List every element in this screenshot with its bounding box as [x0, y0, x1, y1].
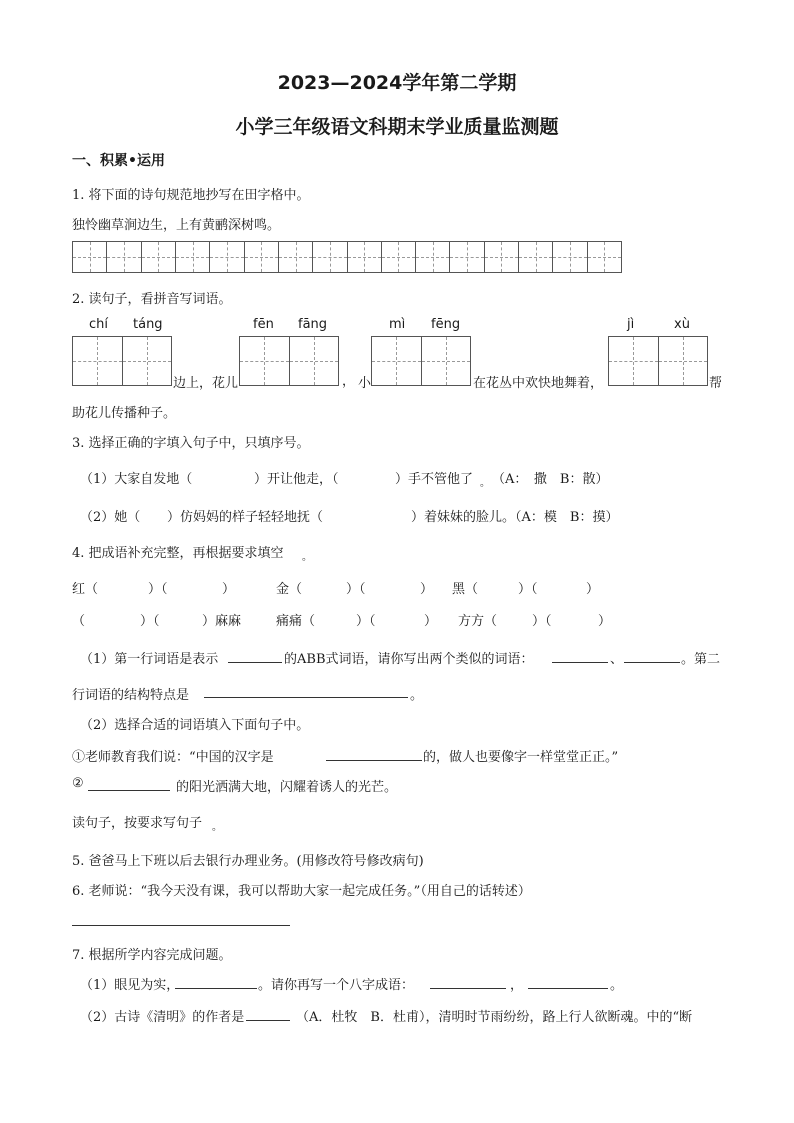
q4-p1: 。第二: [681, 652, 721, 667]
idiom-part: 方方（: [458, 614, 498, 629]
tianzi-cell[interactable]: [416, 242, 450, 272]
q3-s1: ）手不管他了: [395, 472, 474, 487]
idiom-part: ）: [222, 582, 236, 597]
answer-blank[interactable]: [430, 988, 506, 989]
read-heading-dot: 。: [212, 822, 222, 833]
idiom-part: 金（: [276, 582, 303, 597]
q3-s2: ）仿妈妈的样子轻轻地抚（: [167, 510, 324, 525]
q5-stem: 5. 爸爸马上下班以后去银行办理业务。(用修改符号修改病句): [72, 854, 424, 869]
q3-s1: ）开让他走，（: [254, 472, 339, 487]
idiom-part: ）麻麻: [202, 614, 242, 629]
idiom-part: ）（: [356, 614, 376, 629]
q4-p1: 的ABB式词语，请你写出两个类似的词语：: [284, 652, 534, 667]
pinyin-answer-box[interactable]: [371, 336, 471, 386]
q1-stem: 1. 将下面的诗句规范地抄写在田字格中。: [72, 188, 310, 203]
tianzi-cell[interactable]: [210, 242, 244, 272]
pinyin-label: mì: [389, 317, 406, 332]
tianzi-cell[interactable]: [348, 242, 382, 272]
tianzi-cell[interactable]: [245, 242, 279, 272]
pinyin-answer-box[interactable]: [72, 336, 172, 386]
q2-text: 帮: [709, 376, 723, 391]
tianzi-cell[interactable]: [519, 242, 553, 272]
q3-s1: （1）大家自发地（: [80, 472, 193, 487]
q1-poem: 独怜幽草涧边生，上有黄鹂深树鸣。: [72, 218, 281, 233]
pinyin-label: jì: [627, 317, 635, 332]
idiom-part: ）（: [346, 582, 366, 597]
q4-p1: 、: [610, 652, 624, 667]
answer-blank[interactable]: [228, 662, 282, 663]
pinyin-label: táng: [133, 317, 163, 332]
answer-blank[interactable]: [246, 1020, 290, 1021]
idiom-part: ）（: [532, 614, 552, 629]
idiom-part: ）（: [148, 582, 168, 597]
idiom-part: ）: [598, 614, 612, 629]
q3-stem: 3. 选择正确的字填入句子中，只填序号。: [72, 436, 310, 451]
answer-blank[interactable]: [204, 697, 408, 698]
q4-c2: 的阳光洒满大地，闪耀着诱人的光芒。: [176, 780, 398, 795]
idiom-part: ）: [586, 582, 600, 597]
tianzi-cell[interactable]: [73, 242, 107, 272]
tianzi-cell[interactable]: [450, 242, 484, 272]
q4-p1: 行词语的结构特点是: [72, 688, 190, 703]
idiom-part: ）: [420, 582, 434, 597]
idiom-part: ）: [424, 614, 438, 629]
q3-s2: （2）她（: [80, 510, 141, 525]
q7-stem: 7. 根据所学内容完成问题。: [72, 948, 232, 963]
tianzi-cell[interactable]: [279, 242, 313, 272]
q4-p1: （1）第一行词语是表示: [80, 652, 219, 667]
idiom-part: ）（: [140, 614, 160, 629]
pinyin-label: chí: [89, 317, 108, 332]
idiom-part: （: [72, 614, 86, 629]
answer-blank[interactable]: [624, 662, 680, 663]
q2-text: 边上，花儿: [173, 376, 239, 391]
answer-blank[interactable]: [88, 790, 170, 791]
answer-blank[interactable]: [528, 988, 608, 989]
q4-stem-dot: 。: [302, 552, 312, 563]
answer-blank[interactable]: [326, 760, 422, 761]
idiom-part: ）（: [518, 582, 538, 597]
tianzi-cell[interactable]: [142, 242, 176, 272]
answer-line[interactable]: [72, 925, 290, 926]
tianzi-grid-row[interactable]: [72, 241, 622, 273]
idiom-part: 红（: [72, 582, 99, 597]
answer-blank[interactable]: [552, 662, 608, 663]
q2-text: ，: [342, 374, 356, 389]
pinyin-label: fēng: [431, 317, 461, 332]
q3-s1-options: （A： 撒 B：散）: [492, 472, 609, 487]
tianzi-cell[interactable]: [588, 242, 621, 272]
q7-p1: ，: [510, 978, 524, 993]
q6-stem: 6. 老师说：“我今天没有课，我可以帮助大家一起完成任务。”（用自己的话转述）: [72, 884, 531, 899]
q4-c1: ①老师教育我们说：“中国的汉字是: [72, 750, 274, 765]
exam-title-subject: 小学三年级语文科期末学业质量监测题: [235, 116, 559, 138]
pinyin-answer-box[interactable]: [608, 336, 708, 386]
tianzi-cell[interactable]: [107, 242, 141, 272]
pinyin-label: fēn: [253, 317, 274, 332]
tianzi-cell[interactable]: [313, 242, 347, 272]
idiom-part: 黑（: [452, 582, 479, 597]
q4-c2: ②: [72, 776, 84, 791]
q7-p1: 。: [610, 978, 624, 993]
q4-stem: 4. 把成语补充完整，再根据要求填空: [72, 546, 284, 561]
tianzi-cell[interactable]: [176, 242, 210, 272]
q2-text: 在花丛中欢快地舞着，: [473, 376, 604, 391]
q7-p2: （A．杜牧 B．杜甫），清明时节雨纷纷，路上行人欲断魂。中的“断: [296, 1010, 693, 1025]
q2-stem: 2. 读句子，看拼音写词语。: [72, 292, 232, 307]
exam-title-year: 2023—2024学年第二学期: [277, 72, 517, 94]
q4-c1: 的，做人也要像字一样堂堂正正。”: [423, 750, 619, 765]
pinyin-answer-box[interactable]: [239, 336, 339, 386]
pinyin-label: xù: [674, 317, 690, 332]
q7-p1: 。请你再写一个八字成语：: [258, 978, 415, 993]
q3-s2: ）着妹妹的脸儿。（A：模 B：摸）: [411, 510, 619, 525]
q7-p2: （2）古诗《清明》的作者是: [80, 1010, 245, 1025]
q2-text: 小: [358, 376, 372, 391]
tianzi-cell[interactable]: [382, 242, 416, 272]
pinyin-label: fāng: [298, 317, 328, 332]
tianzi-cell[interactable]: [553, 242, 587, 272]
q3-s1-dot: 。: [480, 478, 490, 489]
q4-p1: 。: [410, 688, 424, 703]
q2-text-line2: 助花儿传播种子。: [72, 406, 177, 421]
q7-p1: （1）眼见为实，: [80, 978, 180, 993]
tianzi-cell[interactable]: [485, 242, 519, 272]
answer-blank[interactable]: [175, 988, 257, 989]
read-heading: 读句子，按要求写句子: [72, 816, 203, 831]
section-heading: 一、积累•运用: [72, 153, 165, 169]
idiom-part: 痛痛（: [276, 614, 316, 629]
q4-p2: （2）选择合适的词语填入下面句子中。: [80, 718, 310, 733]
